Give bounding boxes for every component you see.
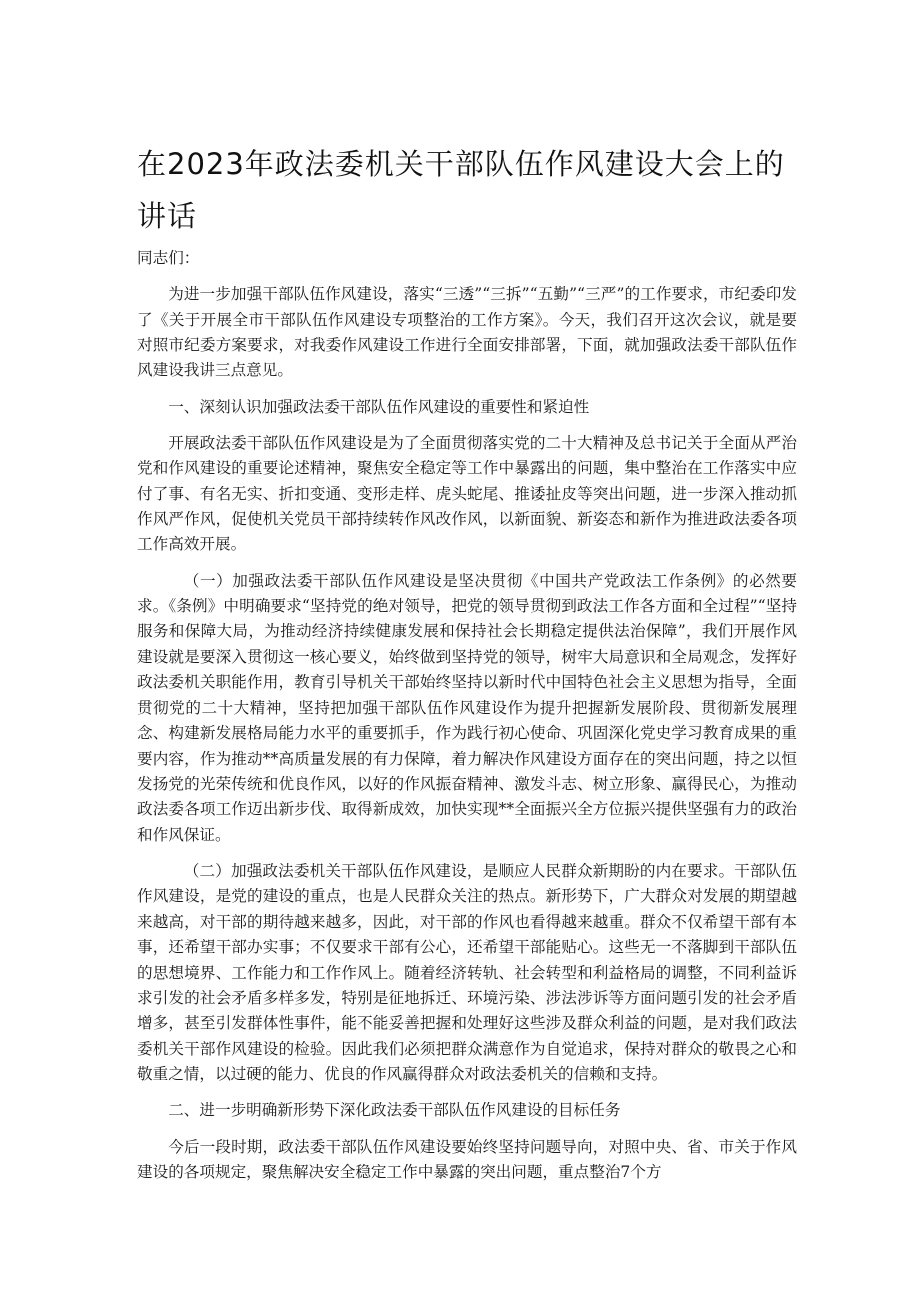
salutation: 同志们：	[137, 249, 200, 267]
section-heading-2: 二、进一步明确新形势下深化政法委干部队伍作风建设的目标任务	[168, 1101, 621, 1120]
document-body	[137, 246, 797, 1196]
intro-paragraph: 为进一步加强干部队伍作风建设，落实“三透”“三拆”“五勤”“三严”的工作要求，市纪委印发了《关于开展全市干部队伍作风建设专项整治的工作方案》。今天，我们召开这次会议，就是要对照市纪委方案要求，对我委作风建设工作进行全面安排部署，下面，就加强政法委干部队伍作风建设我讲三点意见。	[137, 285, 797, 380]
section-heading-1: 一、深刻认识加强政法委干部队伍作风建设的重要性和紧迫性	[168, 397, 590, 416]
subsection-2-paragraph: （二）加强政法委机关干部队伍作风建设，是顺应人民群众新期盼的内在要求。干部队伍作风建设，是党的建设的重点，也是人民群众关注的热点。新形势下，广大群众对发展的期望越来越高，对干部的期待越来越多，因此，对干部的作风也看得越来越重。群众不仅希望干部有本事，还希望干部办实事；不仅要求干部有公心，还希望干部能贴心。这些无一不落脚到干部队伍的思想境界、工作能力和工作作风上。随着经济转轨、社会转型和利益格局的调整，不同利益诉求引发的社会矛盾多样多发，特别是征地拆迁、环境污染、涉法涉诉等方面问题引发的社会矛盾增多，甚至引发群体性事件，能不能妥善把握和处理好这些涉及群众利益的问题，是对我们政法委机关干部作风建设的检验。因此我们必须把群众满意作为自觉追求，保持对群众的敬畏之心和敬重之情，以过硬的能力、优良的作风赢得群众对政法委机关的信赖和支持。	[137, 861, 797, 1084]
document-title: 在2023年政法委机关干部队伍作风建设大会上的讲话	[137, 147, 785, 233]
subsection-1-paragraph: （一）加强政法委干部队伍作风建设是坚决贯彻《中国共产党政法工作条例》的必然要求。《条例》中明确要求“坚持党的绝对领导，把党的领导贯彻到政法工作各方面和全过程”“坚持服务和保障大局，为推动经济持续健康发展和保持社会长期稳定提供法治保障”，我们开展作风建设就是要深入贯彻这一核心要义，始终做到坚持党的领导，树牢大局意识和全局观念，发挥好政法委机关职能作用，教育引导机关干部始终坚持以新时代中国特色社会主义思想为指导，全面贯彻党的二十大精神，坚持把加强干部队伍作风建设作为提升把握新发展阶段、贯彻新发展理念、构建新发展格局能力水平的重要抓手，作为践行初心使命、巩固深化党史学习教育成果的重要内容，作为推动**高质量发展的有力保障，着力解决作风建设方面存在的突出问题，持之以恒发扬党的光荣传统和优良作风，以好的作风振奋精神、激发斗志、树立形象、赢得民心，为推动政法委各项工作迈出新步伐、取得新成效，加快实现**全面振兴全方位振兴提供坚强有力的政治和作风保证。	[137, 571, 797, 844]
section-2-paragraph: 今后一段时期，政法委干部队伍作风建设要始终坚持问题导向，对照中央、省、市关于作风建设的各项规定，聚焦解决安全稳定工作中暴露的突出问题，重点整治7个方	[137, 1137, 797, 1181]
section-1-paragraph: 开展政法委干部队伍作风建设是为了全面贯彻落实党的二十大精神及总书记关于全面从严治党和作风建设的重要论述精神，聚焦安全稳定等工作中暴露出的问题，集中整治在工作落实中应付了事、有名无实、折扣变通、变形走样、虎头蛇尾、推诿扯皮等突出问题，进一步深入推动抓作风严作风，促使机关党员干部持续转作风改作风，以新面貌、新姿态和新作为推进政法委各项工作高效开展。	[137, 433, 797, 554]
